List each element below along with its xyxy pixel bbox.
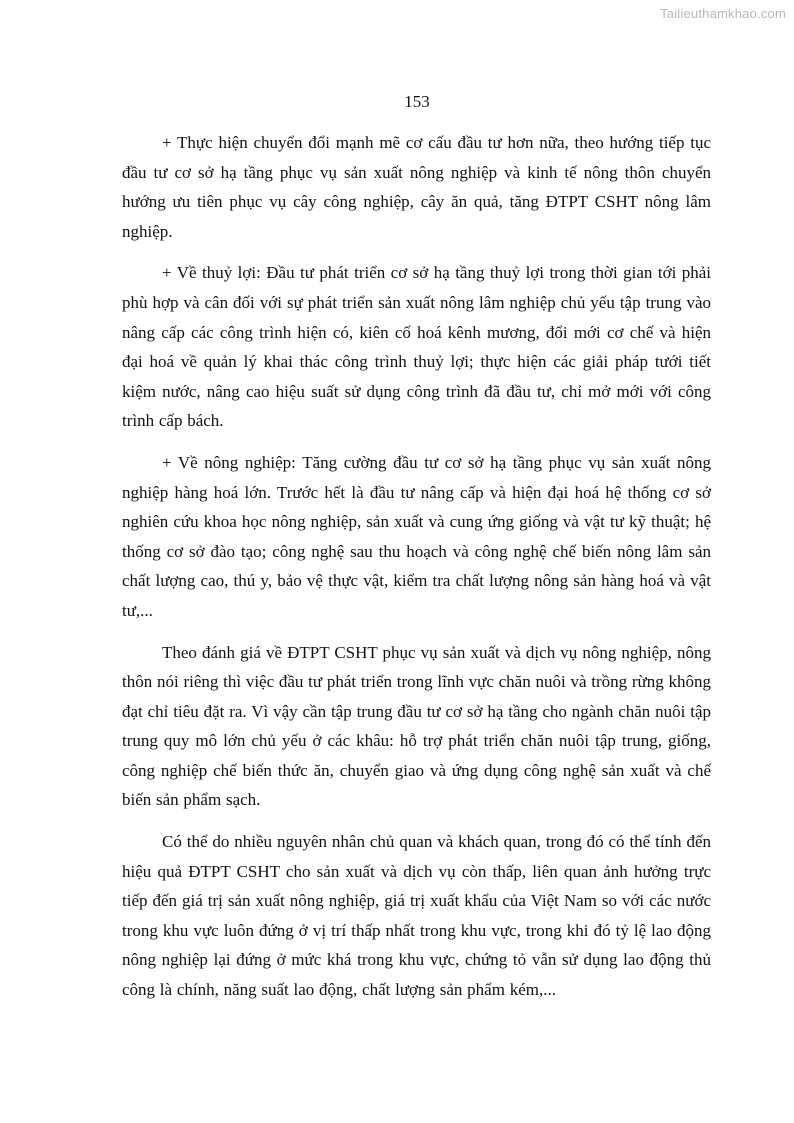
paragraph-irrigation-agriculture-investment: + Thực hiện chuyển đổi mạnh mẽ cơ cấu đầu tư hơn nữa, theo hướng tiếp tục đầu tư cơ sở hạ tầng phục vụ sản xuất nông nghiệp và kinh tế nông thôn chuyển hướng ưu tiên phục vụ cây công nghiệp, cây ăn quả, tăng ĐTPT CSHT nông lâm nghiệp. bbox=[122, 133, 711, 241]
paragraph-causes: Có thể do nhiều nguyên nhân chủ quan và khách quan, trong đó có thể tính đến hiệu quả ĐTPT CSHT cho sản xuất và dịch vụ còn thấp, liên quan ảnh hưởng trực tiếp đến giá trị sản xuất nông nghiệp, giá trị xuất khẩu của Việt Nam so với các nước trong khu vực luôn đứng ở vị trí thấp nhất trong khu vực, trong khi đó tỷ lệ lao động nông nghiệp lại đứng ở mức khá trong khu vực, chứng tỏ vẫn sử dụng lao động thủ công là chính, năng suất lao động, chất lượng sản phẩm kém,... bbox=[122, 832, 711, 1000]
paragraph-agriculture: + Về nông nghiệp: Tăng cường đầu tư cơ sở hạ tầng phục vụ sản xuất nông nghiệp hàng hoá lớn. Trước hết là đầu tư nâng cấp và hiện đại hoá hệ thống cơ sở nghiên cứu khoa học nông nghiệp, sản xuất và cung ứng giống và vật tư kỹ thuật; hệ thống cơ sở đào tạo; công nghệ sau thu hoạch và công nghệ chế biến nông lâm sản chất lượng cao, thú y, bảo vệ thực vật, kiểm tra chất lượng nông sản hàng hoá và vật tư,... bbox=[122, 452, 711, 620]
paragraph-irrigation: + Về thuỷ lợi: Đầu tư phát triển cơ sở hạ tầng thuỷ lợi trong thời gian tới phải phù hợp và cân đối với sự phát triển sản xuất nông lâm nghiệp chủ yếu tập trung vào nâng cấp các công trình hiện có, kiên cố hoá kênh mương, đổi mới cơ chế và hiện đại hoá về quản lý khai thác công trình thuỷ lợi; thực hiện các giải pháp tưới tiết kiệm nước, nâng cao hiệu suất sử dụng công trình đã đầu tư, chỉ mở mới với công trình cấp bách. bbox=[122, 263, 711, 431]
page-number: 153 bbox=[404, 92, 430, 111]
paragraph-livestock-forestry: Theo đánh giá về ĐTPT CSHT phục vụ sản xuất và dịch vụ nông nghiệp, nông thôn nói riêng thì việc đầu tư phát triển trong lĩnh vực chăn nuôi và trồng rừng không đạt chỉ tiêu đặt ra. Vì vậy cần tập trung đầu tư cơ sở hạ tầng cho ngành chăn nuôi tập trung quy mô lớn chủ yếu ở các khâu: hỗ trợ phát triển chăn nuôi tập trung, giống, công nghiệp chế biến thức ăn, chuyển giao và ứng dụng công nghệ sản xuất và chế biến sản phẩm sạch. bbox=[122, 642, 711, 810]
document-body bbox=[122, 128, 711, 1017]
watermark: Tailieuthamkhao.com bbox=[660, 6, 786, 21]
